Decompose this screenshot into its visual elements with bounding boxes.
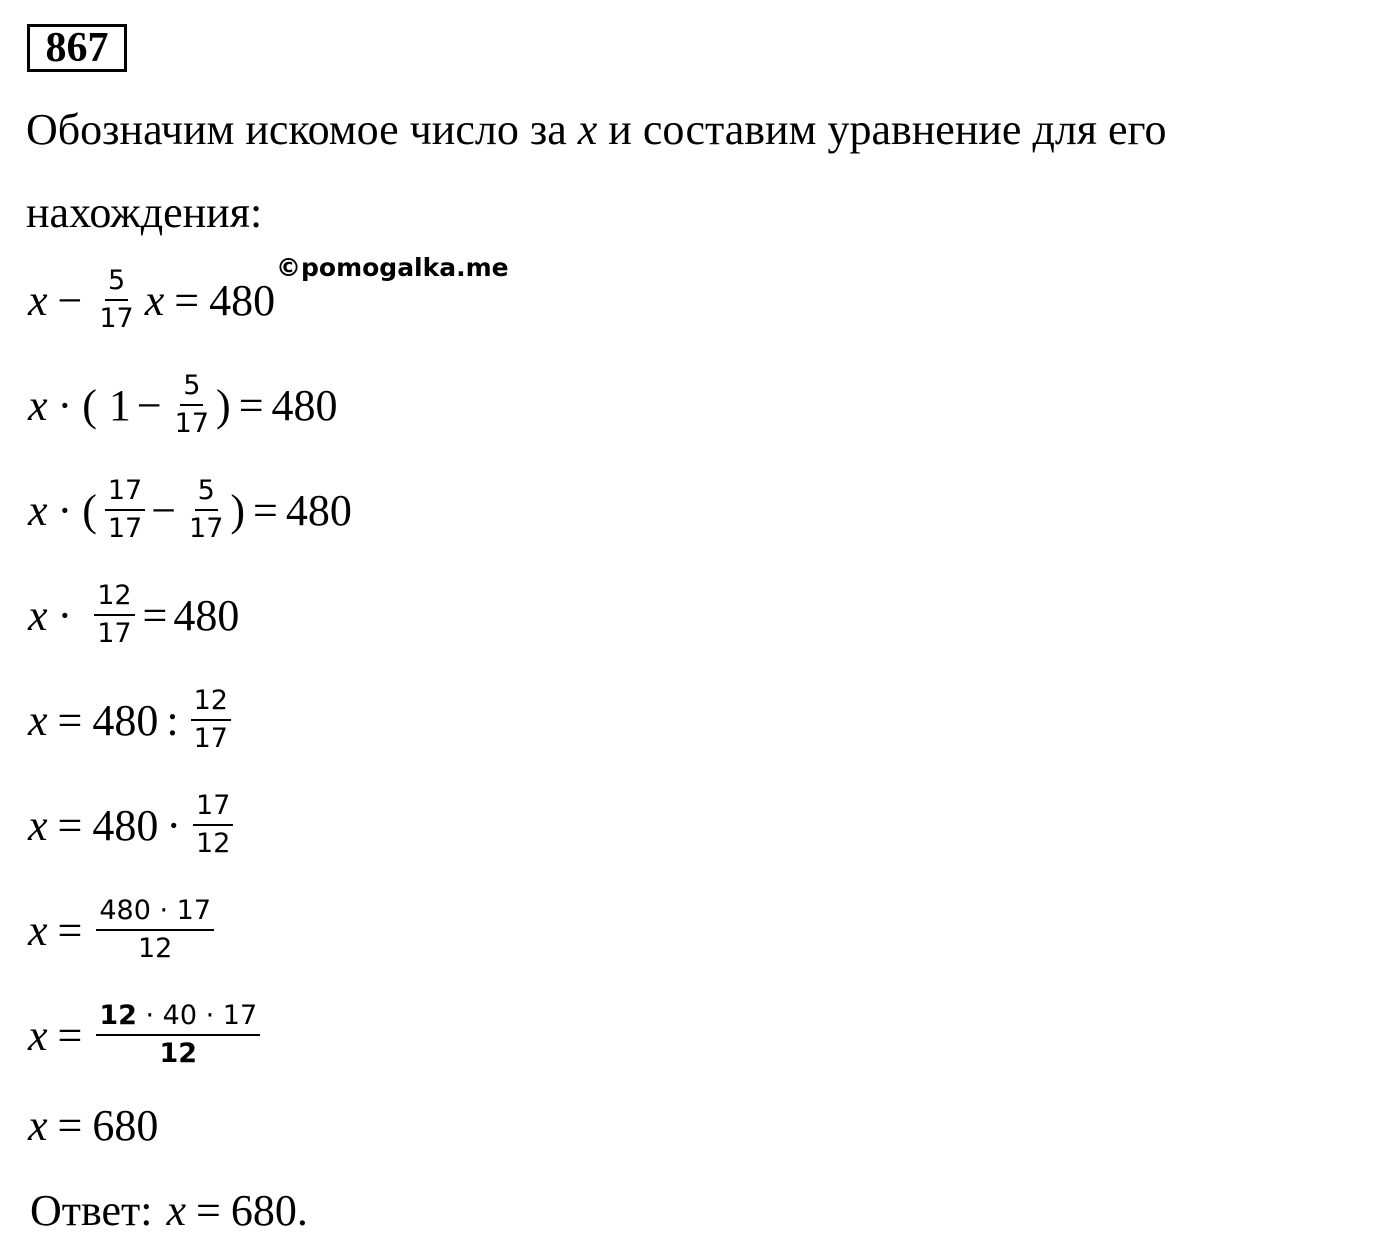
equation-step-6: [28, 775, 237, 875]
numerator: [96, 1001, 260, 1036]
var-x: x: [28, 695, 48, 745]
answer-value: 680.: [230, 1185, 308, 1235]
equals-sign: =: [57, 905, 83, 955]
numerator: 17: [105, 476, 145, 511]
fraction: [105, 476, 145, 544]
numerator: 5: [180, 371, 203, 406]
var-x: x: [28, 590, 48, 640]
numerator: 12: [191, 686, 231, 721]
numerator: 5: [105, 266, 128, 301]
fraction: [96, 896, 214, 964]
right-side: 480: [285, 485, 352, 535]
fraction: [94, 581, 134, 649]
denominator: 17: [193, 723, 228, 754]
denominator: 12: [138, 933, 173, 964]
numerator: 17: [193, 791, 233, 826]
fraction: [191, 686, 231, 754]
numerator-rest: · 40 · 17: [136, 1000, 258, 1031]
denominator: 17: [189, 513, 224, 544]
var-x: x: [28, 380, 48, 430]
right-side: 480: [271, 380, 338, 430]
equation-step-4: [28, 565, 239, 665]
answer-line: [30, 1160, 308, 1260]
numerator: 12: [94, 581, 134, 616]
var-x: x: [166, 1185, 187, 1235]
equals-sign: =: [174, 275, 200, 325]
right-side: 680: [92, 1100, 159, 1150]
cancelled-factor: 12: [99, 1000, 137, 1031]
denominator: 17: [99, 303, 134, 334]
dot-sign: ·: [166, 800, 182, 850]
var-x: x: [28, 1100, 48, 1150]
equals-sign: =: [57, 1100, 83, 1150]
intro-text-before: Обозначим искомое число за: [26, 105, 567, 154]
equals-sign: =: [142, 590, 168, 640]
fraction: [96, 266, 136, 334]
equals-sign: =: [57, 695, 83, 745]
numerator: 5: [195, 476, 218, 511]
intro-line-2: нахождения:: [26, 188, 263, 237]
var-x: x: [28, 485, 48, 535]
equals-sign: =: [253, 485, 278, 535]
right-side: 480: [209, 275, 276, 325]
var-x: x: [28, 905, 48, 955]
divide-sign: :: [166, 695, 179, 745]
dot-sign: ·: [57, 590, 73, 640]
equals-sign: =: [57, 1010, 83, 1060]
intro-line-1: [26, 105, 1167, 155]
var-x: x: [144, 275, 165, 325]
equals-sign: =: [238, 380, 264, 430]
right-paren: ): [216, 380, 231, 430]
dot-sign: ·: [57, 380, 73, 430]
watermark: ©pomogalka.me: [276, 253, 509, 282]
equation-step-1: [28, 250, 275, 350]
dividend: 480: [92, 695, 159, 745]
denominator: 12: [196, 828, 231, 859]
equation-step-2: [28, 355, 338, 455]
left-paren: (: [82, 485, 97, 535]
var-x: x: [28, 800, 48, 850]
equals-sign: =: [196, 1185, 221, 1235]
right-paren: ): [230, 485, 246, 535]
var-x: x: [28, 1010, 48, 1060]
fraction: [172, 371, 212, 439]
minus-sign: −: [57, 275, 83, 325]
denominator: 17: [97, 618, 132, 649]
denominator: 17: [107, 513, 143, 544]
var-x: x: [28, 275, 48, 325]
equation-step-3: [28, 460, 352, 560]
denominator: 12: [159, 1038, 198, 1069]
equation-step-7: [28, 880, 218, 980]
equation-step-8: [28, 985, 264, 1085]
fraction: [186, 476, 226, 544]
equation-step-5: [28, 670, 235, 770]
problem-number: 867: [27, 24, 127, 72]
answer-label: Ответ:: [30, 1185, 153, 1235]
denominator: 17: [174, 408, 210, 439]
equals-sign: =: [57, 800, 83, 850]
intro-variable: x: [577, 105, 598, 154]
right-side: 480: [173, 590, 240, 640]
intro-text-after: и составим уравнение для его: [608, 105, 1167, 154]
one: 1: [108, 380, 131, 430]
minus-sign: −: [136, 380, 162, 430]
fraction: [96, 1001, 260, 1069]
left-paren: (: [82, 380, 97, 430]
factor: 480: [92, 800, 159, 850]
fraction: [193, 791, 233, 859]
numerator: 480 · 17: [96, 896, 214, 931]
minus-sign: −: [151, 485, 177, 535]
dot-sign: ·: [57, 485, 73, 535]
